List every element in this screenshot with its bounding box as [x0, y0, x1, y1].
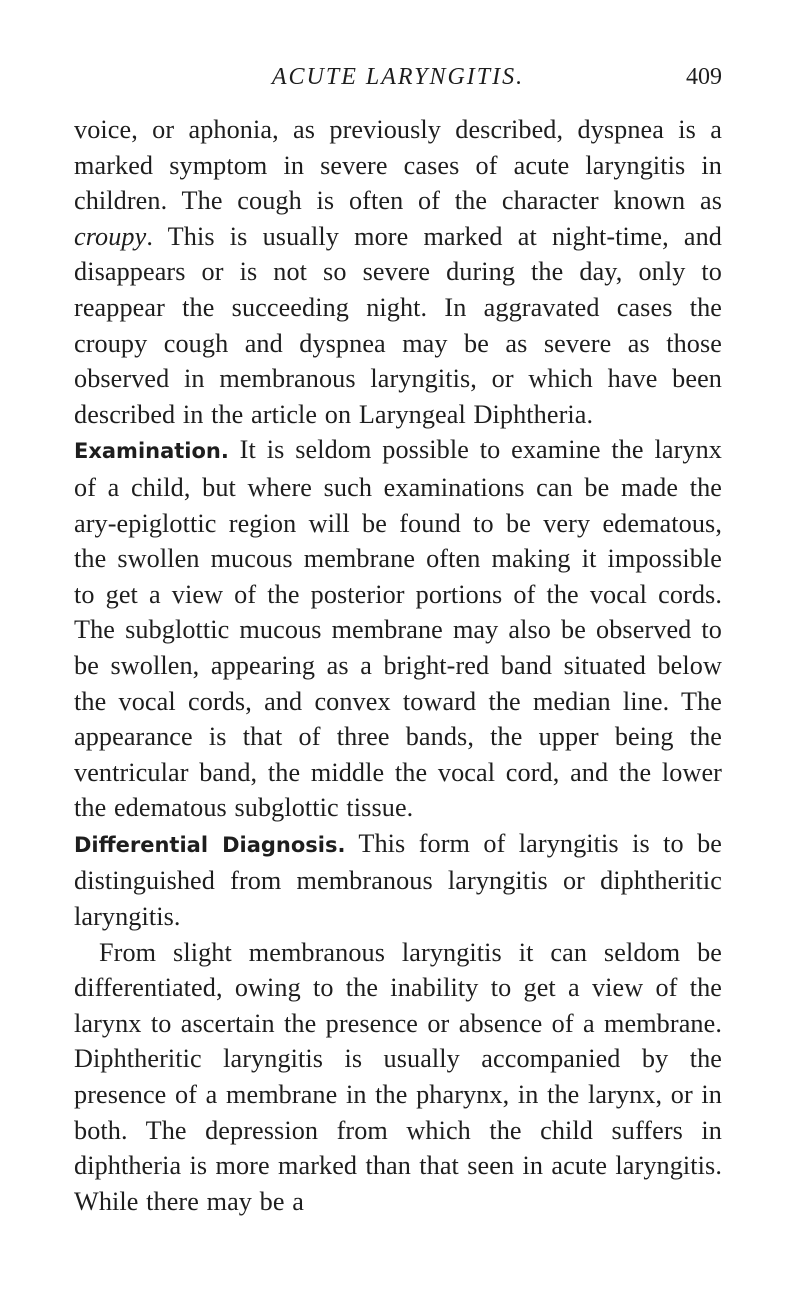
- paragraph-text: From slight membranous laryngitis it can seldom be differentiated, owing to the inability to get a view of the larynx to ascertain the presence or absence of a membrane. Diphtheritic laryngitis is usually accompanied by the presence of a membrane in the pharynx, in the larynx, or in both. The depression from which the child suffers in diphtheria is more marked than that seen in acute laryngitis. While there may be a: [74, 937, 722, 1216]
- section-heading-differential-diagnosis: Differential Diagnosis.: [74, 832, 346, 857]
- paragraph-text: . This is usually more marked at night-time, and disappears or is not so severe during the day, only to reappear the succeeding night. In aggravated cases the croupy cough and dyspnea may be as severe as those observed in membranous laryngitis, or which have been described in the article on Laryngeal Diphtheria.: [74, 221, 722, 429]
- paragraph-examination: [74, 432, 722, 826]
- section-heading-examination: Examination.: [74, 439, 229, 464]
- body-text: [74, 112, 722, 1219]
- italic-term: croupy: [74, 221, 147, 251]
- paragraph-text: This form of laryngitis is to be distinguished from membranous laryngitis or diphtheritic laryngitis.: [74, 828, 722, 932]
- paragraph-croupy-cough: [74, 112, 722, 432]
- page-number: 409: [686, 64, 722, 90]
- paragraph-membranous-comparison: [74, 935, 722, 1220]
- running-head: [74, 62, 722, 102]
- paragraph-differential-diagnosis: [74, 826, 722, 935]
- running-title: ACUTE LARYNGITIS.: [271, 64, 525, 90]
- paragraph-text: voice, or aphonia, as previously described, dyspnea is a marked symptom in severe cases of acute laryngitis in children. The cough is often of the character known as: [74, 115, 722, 216]
- paragraph-text: It is seldom possible to examine the larynx of a child, but where such examinations can be made the ary-epiglottic region will be found to be very edematous, the swollen mucous membrane often making it impossible to get a view of the posterior portions of the vocal cords. The subglottic mucous membrane may also be observed to be swollen, appearing as a bright-red band situated below the vocal cords, and convex toward the median line. The appearance is that of three bands, the upper being the ventricular band, the middle the vocal cord, and the lower the edematous subglottic tissue.: [74, 435, 722, 823]
